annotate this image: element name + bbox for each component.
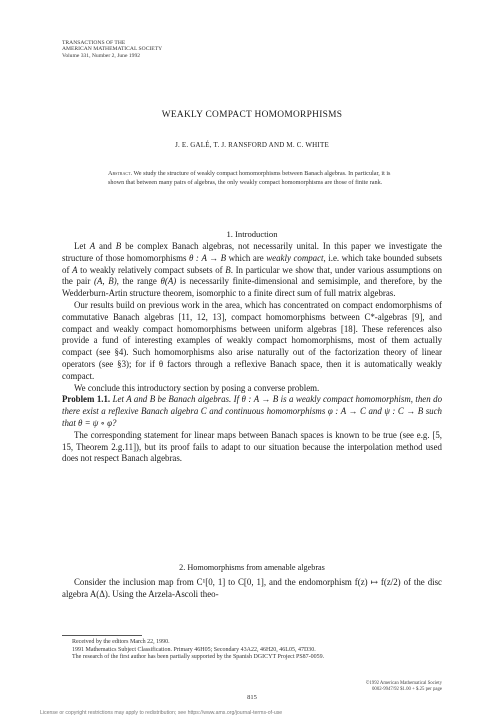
problem-statement [62, 394, 442, 429]
text-run: be complex Banach algebras, not necessarily unital. In this paper we investigate the structure of those homomorphisms [62, 241, 442, 263]
text-run: to weakly relatively compact subsets of [77, 264, 226, 275]
footnote-rule [62, 635, 142, 636]
section-2-body [62, 577, 442, 601]
text-run: . In particular we show that, under various assumptions on the pair [62, 264, 442, 287]
page-number: 815 [247, 694, 257, 701]
section-1-heading: 1. Introduction [226, 229, 278, 239]
section-2-paragraph-1: Consider the inclusion map from C¹[0, 1] to C[0, 1], and the endomorphism f(z) ↦ f(z/2) of the disc algebra A(Δ). Using the Arzela-Ascoli theo- [62, 577, 442, 599]
paper-title: WEAKLY COMPACT HOMOMORPHISMS [161, 110, 343, 120]
footnote-msc: 1991 Mathematics Subject Classification. Primary 46H05; Secondary 43A22, 46H20, 46L05, 47D30. [72, 646, 316, 653]
abstract [108, 170, 398, 187]
problem-label: Problem 1.1. [62, 394, 111, 405]
emphasis: weakly compact [266, 252, 324, 263]
journal-volume: Volume 331, Number 2, June 1992 [62, 52, 141, 59]
text-run: Let [74, 241, 90, 251]
math-inline: B [115, 241, 122, 251]
footnotes [62, 639, 442, 662]
section-1-body [62, 241, 442, 465]
footnote-support: The research of the first author has been partially supported by the Spanish DGICYT Project PS87-0059. [72, 654, 325, 661]
text-run: , i.e. which take bounded subsets of [62, 252, 442, 275]
text-run: and [95, 241, 116, 251]
footnote-received: Received by the editors March 22, 1990. [72, 639, 170, 645]
copyright-notice [312, 681, 442, 692]
abstract-text: We study the structure of weakly compact homomorphisms between Banach algebras. In particular, it is shown that between many pairs of algebras, the only weakly compact homomorphisms are those of finite rank. [108, 170, 391, 186]
intro-paragraph-4: The corresponding statement for linear maps between Banach spaces is known to be true (see e.g. [5, 15, Theorem 2.g.11]), but its proof fails to adapt to our situation because the interpolation method used does not respect Banach algebras. [62, 429, 442, 464]
license-notice: License or copyright restrictions may apply to redistribution; see https://www.ams.org/journal-terms-of-use [40, 710, 283, 716]
math-inline: (A, B) [94, 276, 117, 287]
abstract-label: Abstract. [108, 170, 133, 177]
copyright-line2: 0002-9947/92 $1.00 + $.25 per page [372, 686, 442, 692]
intro-paragraph-2: Our results build on previous work in the area, which has concentrated on compact endomorphisms of commutative Banach algebras [11, 12, 13], compact homomorphisms between C*-algebras [9], and compact and weakly compact homomorphisms between uniform algebras [18]. These references also provide a fund of interesting examples of weakly compact homomorphisms, most of them actually compact (see §4). Such homomorphisms also arise naturally out of the factorization theory of linear operators (see §3); for if θ factors through a reflexive Banach space, then it is automatically weakly compact. [62, 299, 442, 381]
math-inline: θ(A) [160, 276, 177, 287]
journal-name-line2: AMERICAN MATHEMATICAL SOCIETY [62, 46, 163, 53]
math-inline: θ : A → B [189, 252, 227, 263]
math-inline: B [225, 264, 231, 275]
copyright-line1: ©1992 American Mathematical Society [365, 681, 442, 686]
journal-name-line1: TRANSACTIONS OF THE [62, 40, 126, 46]
text-run: which are [226, 252, 267, 263]
problem-text: Let A and B be Banach algebras. If θ : A → B is a weakly compact homomorphism, then do there exist a reflexive Banach algebra C and continuous homomorphisms φ : A → C and ψ : C → B such that θ = ψ ∘ φ? [62, 394, 443, 428]
math-inline: A [89, 241, 96, 251]
paper-authors: J. E. GALÉ, T. J. RANSFORD AND M. C. WHITE [175, 141, 329, 149]
section-2-heading: 2. Homomorphisms from amenable algebras [179, 563, 325, 572]
journal-header [62, 40, 162, 59]
math-inline: A [72, 264, 78, 275]
intro-paragraph-1 [62, 241, 442, 300]
text-run: , the range [116, 276, 161, 287]
intro-paragraph-3: We conclude this introductory section by posing a converse problem. [74, 382, 320, 393]
text-run: is necessarily finite-dimensional and semisimple, and therefore, by the Wedderburn-Artin structure theorem, isomorphic to a finite direct sum of full matrix algebras. [62, 276, 442, 299]
